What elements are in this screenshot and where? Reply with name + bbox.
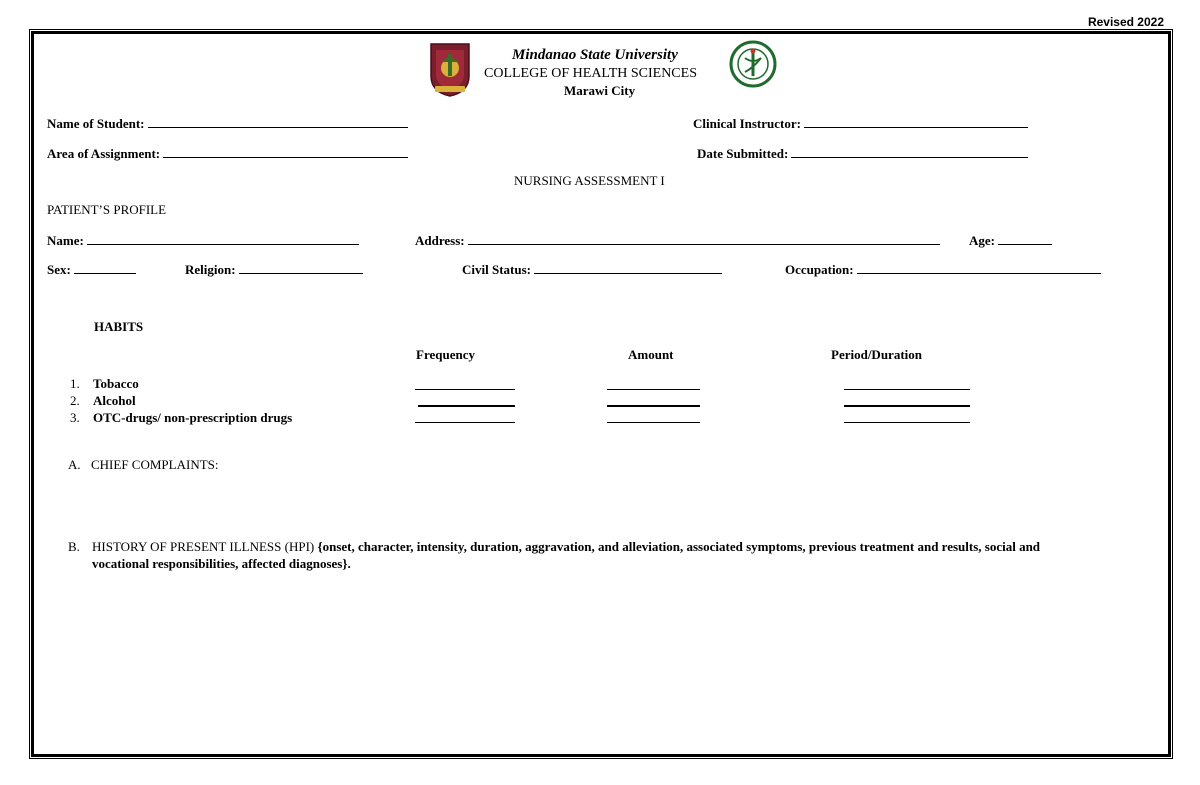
address-field[interactable] [415,231,940,249]
tobacco-period-line[interactable] [844,389,970,390]
occupation-field[interactable] [785,260,1101,278]
date-submitted-line[interactable] [791,144,1028,158]
college-name: COLLEGE OF HEALTH SCIENCES [484,66,697,81]
city-name: Marawi City [564,83,636,98]
university-name: Mindanao State University [512,47,678,63]
age-line[interactable] [998,231,1052,245]
section-a-number: A. [68,457,81,472]
address-line[interactable] [468,231,940,245]
tobacco-amount-line[interactable] [607,389,700,390]
chs-seal-icon [726,40,780,88]
column-amount: Amount [628,347,674,362]
hpi-detail-line1: {onset, character, intensity, duration, aggravation, and alleviation, associated symptoms, previous treatment and results, social and [317,539,1041,554]
religion-label: Religion: [185,262,236,277]
column-period-duration: Period/Duration [831,347,922,362]
hpi-detail-line2: vocational responsibilities, affected diagnoses}. [92,556,351,571]
age-label: Age: [969,233,995,248]
occupation-line[interactable] [857,260,1101,274]
student-name-line[interactable] [148,114,408,128]
hpi-label: HISTORY OF PRESENT ILLNESS (HPI) [92,539,315,554]
alcohol-period-line[interactable] [844,405,970,407]
habit-otc-label: OTC-drugs/ non-prescription drugs [93,410,293,425]
clinical-instructor-label: Clinical Instructor: [693,116,801,131]
occupation-label: Occupation: [785,262,854,277]
age-field[interactable] [969,231,1052,249]
sex-field[interactable] [47,260,136,278]
habit-number: 2. [70,393,80,408]
religion-line[interactable] [239,260,363,274]
student-name-label: Name of Student: [47,116,145,131]
otc-amount-line[interactable] [607,422,700,423]
habit-number: 3. [70,410,80,425]
habit-alcohol-label: Alcohol [93,393,136,408]
habit-tobacco-label: Tobacco [93,376,139,391]
hpi-heading [92,539,1040,555]
civil-status-line[interactable] [534,260,722,274]
clinical-instructor-field[interactable] [693,114,1028,132]
patient-name-line[interactable] [87,231,359,245]
column-frequency: Frequency [416,347,475,362]
student-name-field[interactable] [47,114,408,132]
otc-frequency-line[interactable] [415,422,515,423]
patient-name-label: Name: [47,233,84,248]
tobacco-frequency-line[interactable] [415,389,515,390]
civil-status-label: Civil Status: [462,262,531,277]
patient-profile-heading: PATIENT’S PROFILE [47,202,167,217]
date-submitted-field[interactable] [697,144,1028,162]
patient-name-field[interactable] [47,231,359,249]
sex-label: Sex: [47,262,71,277]
msu-seal-icon [427,42,473,98]
sex-line[interactable] [74,260,136,274]
form-title: NURSING ASSESSMENT I [514,173,665,188]
date-submitted-label: Date Submitted: [697,146,789,161]
area-of-assignment-line[interactable] [163,144,408,158]
chief-complaints-heading: CHIEF COMPLAINTS: [91,457,219,472]
religion-field[interactable] [185,260,363,278]
address-label: Address: [415,233,465,248]
alcohol-amount-line[interactable] [607,405,700,407]
area-of-assignment-label: Area of Assignment: [47,146,161,161]
section-b-number: B. [68,539,80,554]
revised-label: Revised 2022 [1087,15,1164,29]
habits-heading: HABITS [94,319,144,334]
alcohol-frequency-line[interactable] [418,405,515,407]
clinical-instructor-line[interactable] [804,114,1028,128]
otc-period-line[interactable] [844,422,970,423]
civil-status-field[interactable] [462,260,722,278]
area-of-assignment-field[interactable] [47,144,408,162]
form-border [31,31,1171,757]
habit-number: 1. [70,376,80,391]
